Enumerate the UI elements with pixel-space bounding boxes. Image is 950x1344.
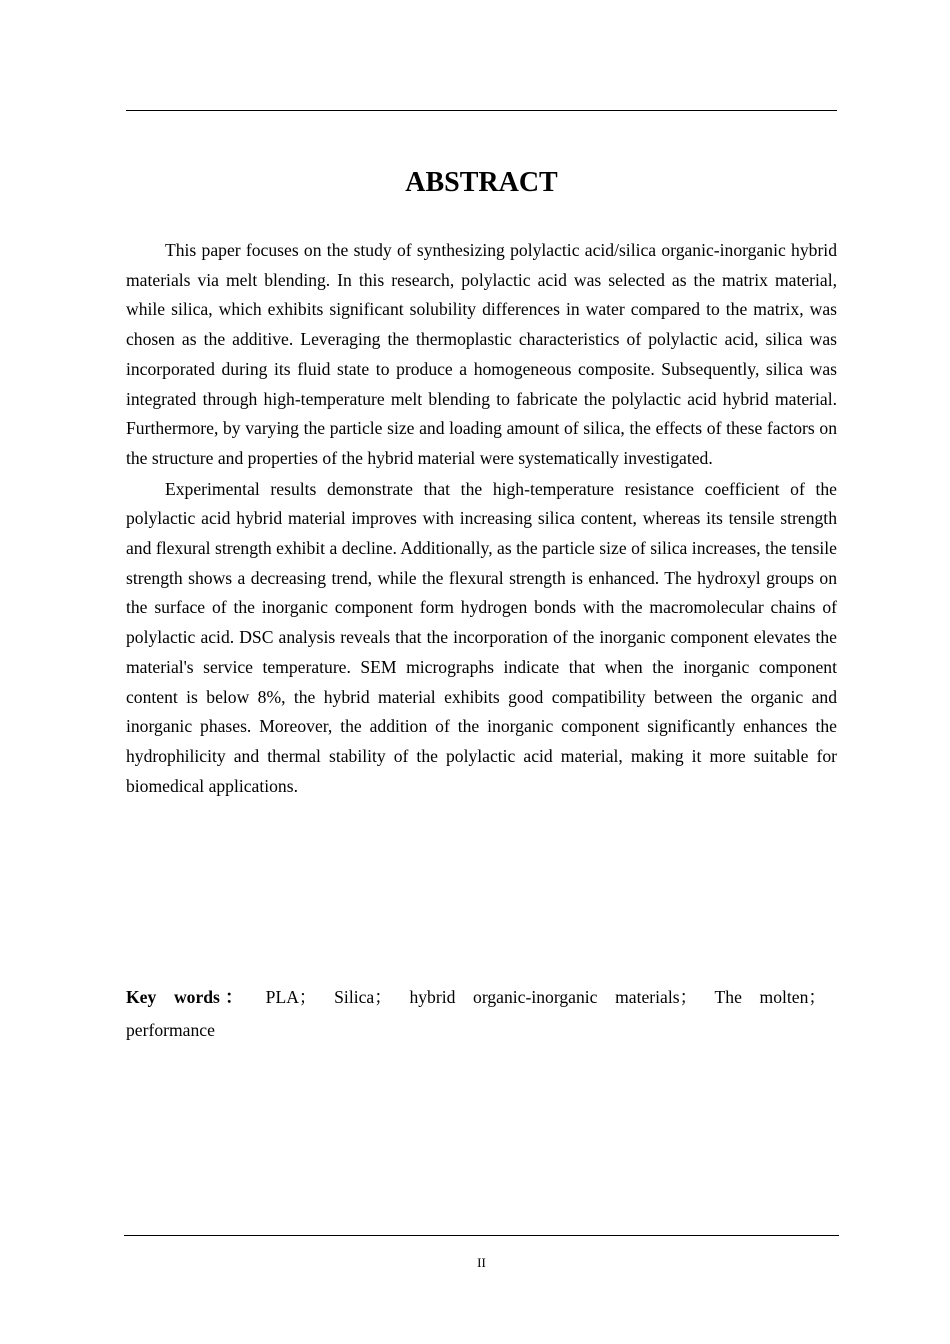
keywords-line [126,981,826,1047]
keywords-text: PLA； Silica； hybrid organic-inorganic materials； The molten； performance [126,987,826,1040]
abstract-paragraph-2: Experimental results demonstrate that the high-temperature resistance coefficient of the polylactic acid hybrid material improves with increasing silica content, whereas its tensile strength and flexural strength exhibit a decline. Additionally, as the particle size of silica increases, the tensile strength shows a decreasing trend, while the flexural strength is enhanced. The hydroxyl groups on the surface of the inorganic component form hydrogen bonds with the macromolecular chains of polylactic acid. DSC analysis reveals that the incorporation of the inorganic component elevates the material's service temperature. SEM micrographs indicate that when the inorganic component content is below 8%, the hybrid material exhibits good compatibility between the organic and inorganic phases. Moreover, the addition of the inorganic component significantly enhances the hydrophilicity and thermal stability of the polylactic acid material, making it more suitable for biomedical applications. [126,478,837,796]
footer-rule [124,1235,839,1236]
abstract-paragraph-1: This paper focuses on the study of synthesizing polylactic acid/silica organic-inorganic hybrid materials via melt blending. In this research, polylactic acid was selected as the matrix material, while silica, which exhibits significant solubility differences in water compared to the matrix, was chosen as the additive. Leveraging the thermoplastic characteristics of polylactic acid, silica was incorporated during its fluid state to produce a homogeneous composite. Subsequently, silica was integrated through high-temperature melt blending to fabricate the polylactic acid hybrid material. Furthermore, by varying the particle size and loading amount of silica, the effects of these factors on the structure and properties of the hybrid material were systematically investigated. [126,240,837,468]
page-number: II [477,1255,486,1270]
header-rule [126,110,837,111]
abstract-body [126,236,837,802]
abstract-title: ABSTRACT [405,167,558,198]
keywords-label: Key words： [126,987,248,1007]
